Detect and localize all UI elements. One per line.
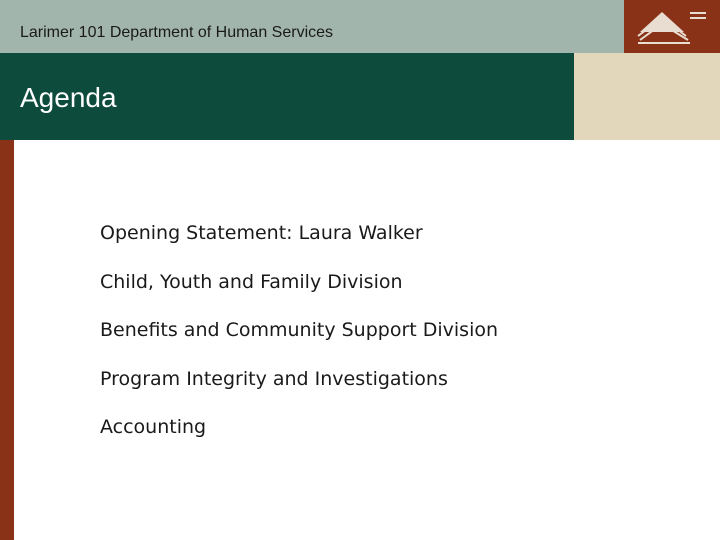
agenda-item: Benefits and Community Support Division [100, 319, 499, 341]
agenda-list [100, 218, 498, 461]
department-title: Larimer 101 Department of Human Services [20, 24, 334, 41]
slide-title: Agenda [20, 82, 117, 113]
agenda-item: Opening Statement: Laura Walker [100, 222, 423, 244]
agenda-item: Child, Youth and Family Division [100, 270, 403, 293]
accent-block [574, 53, 720, 140]
larimer-county-logo-icon [636, 6, 710, 46]
accent-bar [0, 140, 14, 540]
agenda-item: Program Integrity and Investigations [100, 367, 448, 390]
logo-box [624, 0, 720, 53]
agenda-item: Accounting [100, 416, 207, 438]
